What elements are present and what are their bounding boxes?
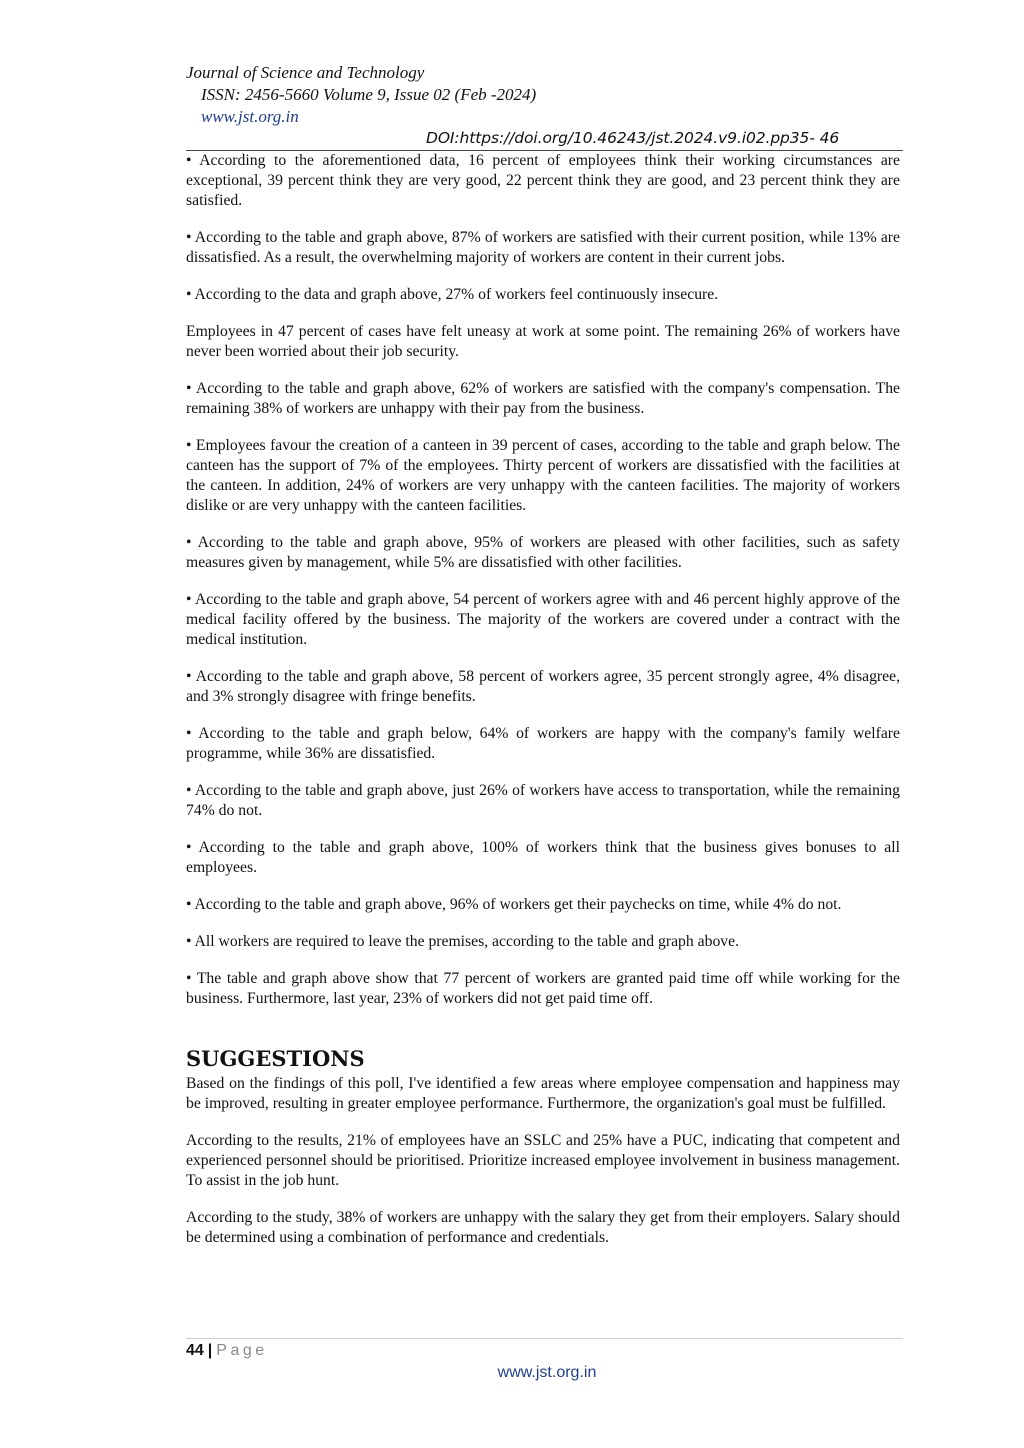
page-word: Page <box>216 1342 268 1359</box>
body-paragraph: • According to the table and graph above, 100% of workers think that the business gives bonuses to all employees. <box>186 839 900 876</box>
journal-header <box>186 62 536 128</box>
page-content <box>186 151 900 1265</box>
body-paragraph: • According to the table and graph above, 95% of workers are pleased with other facilities, such as safety measures given by management, while 5% are dissatisfied with other facilities. <box>186 534 900 571</box>
body-paragraph: • According to the table and graph above, 54 percent of workers agree with and 46 percent highly approve of the medical facility offered by the business. The majority of the workers are covered under a contract with the medical institution. <box>186 591 900 648</box>
body-paragraph: • According to the table and graph above, 87% of workers are satisfied with their current position, while 13% are dissatisfied. As a result, the overwhelming majority of workers are content in their current jobs. <box>186 229 900 266</box>
body-paragraph: • Employees favour the creation of a canteen in 39 percent of cases, according to the table and graph below. The canteen has the support of 7% of the employees. Thirty percent of workers are dissatisfied with the facilities at the canteen. In addition, 24% of workers are very unhappy with the canteen facilities. The majority of workers dislike or are very unhappy with the canteen facilities. <box>186 437 900 514</box>
journal-name: Journal of Science and Technology <box>186 63 425 82</box>
footer-divider <box>186 1338 903 1339</box>
body-paragraph: • The table and graph above show that 77 percent of workers are granted paid time off while working for the business. Furthermore, last year, 23% of workers did not get paid time off. <box>186 970 900 1007</box>
journal-website-link[interactable]: www.jst.org.in <box>201 107 299 126</box>
body-paragraph: • According to the table and graph below, 64% of workers are happy with the company's family welfare programme, while 36% are dissatisfied. <box>186 725 900 762</box>
body-paragraph: • All workers are required to leave the premises, according to the table and graph above. <box>186 933 740 950</box>
footer-website-link[interactable]: www.jst.org.in <box>497 1364 597 1381</box>
suggestions-paragraph: According to the results, 21% of employees have an SSLC and 25% have a PUC, indicating that competent and experienced personnel should be prioritised. Prioritize increased employee involvement in business management. To assist in the job hunt. <box>186 1132 900 1189</box>
issn-line: ISSN: 2456-5660 Volume 9, Issue 02 (Feb -2024) <box>201 85 537 104</box>
suggestions-heading: SUGGESTIONS <box>186 1046 365 1071</box>
body-paragraph: • According to the data and graph above, 27% of workers feel continuously insecure. <box>186 286 719 303</box>
body-paragraph: • According to the aforementioned data, 16 percent of employees think their working circumstances are exceptional, 39 percent think they are very good, 22 percent think they are good, and 23 percent think they are satisfied. <box>186 152 900 209</box>
body-paragraph: • According to the table and graph above, 58 percent of workers agree, 35 percent strongly agree, 4% disagree, and 3% strongly disagree with fringe benefits. <box>186 668 900 705</box>
page-number <box>186 1342 268 1360</box>
body-paragraph: • According to the table and graph above, 96% of workers get their paychecks on time, while 4% do not. <box>186 896 842 913</box>
suggestions-paragraph: Based on the findings of this poll, I've identified a few areas where employee compensation and happiness may be improved, resulting in greater employee performance. Furthermore, the organization's goal must be fulfilled. <box>186 1075 900 1112</box>
body-paragraph: • According to the table and graph above, 62% of workers are satisfied with the company's compensation. The remaining 38% of workers are unhappy with their pay from the business. <box>186 380 900 417</box>
page-number-separator: | <box>207 1342 213 1359</box>
body-paragraph: Employees in 47 percent of cases have felt uneasy at work at some point. The remaining 26% of workers have never been worried about their job security. <box>186 323 900 360</box>
doi-line: DOI:https://doi.org/10.46243/jst.2024.v9.i02.pp35- 46 <box>426 129 840 147</box>
body-paragraph: • According to the table and graph above, just 26% of workers have access to transportation, while the remaining 74% do not. <box>186 782 900 819</box>
suggestions-paragraph: According to the study, 38% of workers are unhappy with the salary they get from their employers. Salary should be determined using a combination of performance and credentials. <box>186 1209 900 1246</box>
page-number-value: 44 <box>186 1342 204 1359</box>
